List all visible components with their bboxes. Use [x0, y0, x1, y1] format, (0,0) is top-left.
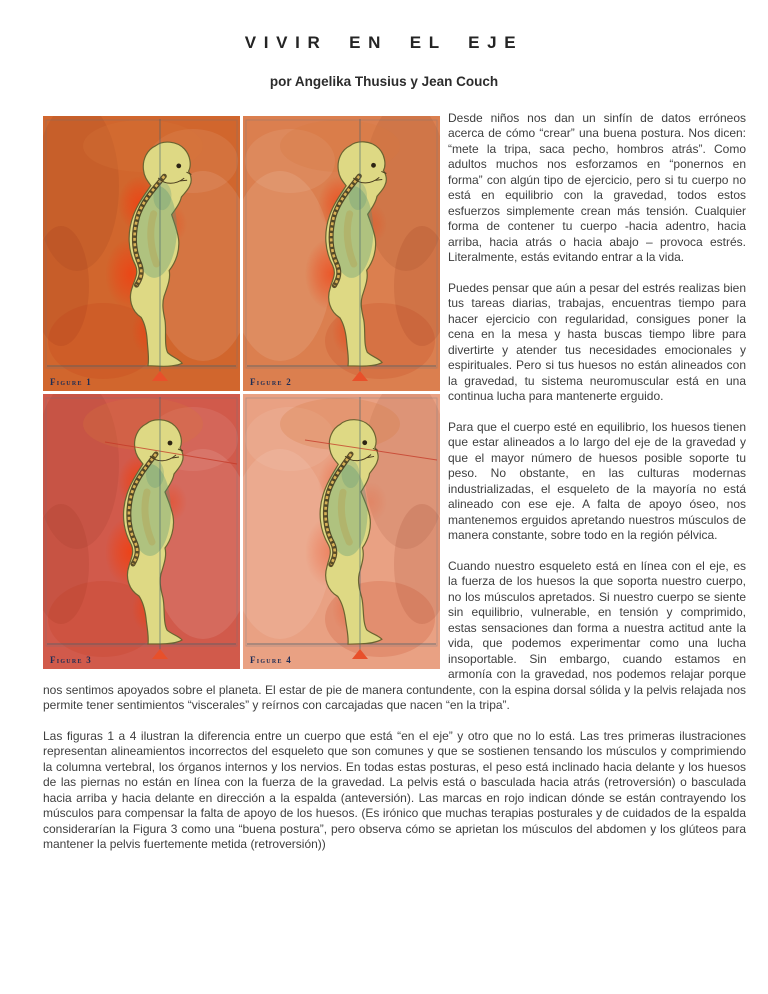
figure-panel-3 [43, 394, 240, 669]
figure-panel-1 [43, 116, 240, 391]
figure-label: Figure 3 [50, 654, 92, 665]
paragraph-5: Las figuras 1 a 4 ilustran la diferencia entre un cuerpo que está “en el eje” y otro que no lo está. Las tres primeras ilustraciones representan alineamientos incorrectos del esqueleto que son comunes y que se sostienen tensando los músculos y comprimiendo la columna vertebral, los órganos internos y los nervios. En todas estas posturas, el peso está inclinado hacia delante y los huesos de las piernas no están en línea con la fuerza de la gravedad. La pelvis está o basculada hacia atrás (retroversión) o basculada hacia arriba y hacia delante en dirección a la espalda (anteversión). Las marcas en rojo indican dónde se están contrayendo los músculos para compensar la falta de apoyo de los huesos. (Es irónico que muchas terapias posturales y de cuidados de la espalda considerarían la Figura 3 como una “buena postura”, pero observa cómo se aprietan los músculos del abdomen y los glúteos para mantener la pelvis fuertemente metida (retroversión)) [43, 728, 746, 851]
figure-grid [43, 116, 440, 669]
article-body [0, 111, 768, 853]
paragraph-3: Para que el cuerpo esté en equilibrio, los huesos tienen que estar alineados a lo largo del eje de la gravedad y que el mayor número de huesos posible soporte tu peso. No obstante, en las culturas modernas industrializadas, el esqueleto de la mayoría no está alineado con ese eje. A falta de apoyo óseo, nos mantenemos erguidos apretando nuestros músculos de manera constante, sobre todo en la región pélvica. [448, 419, 746, 542]
figure-3-illustration [43, 394, 240, 669]
byline: por Angelika Thusius y Jean Couch [269, 74, 499, 89]
figure-panel-2 [243, 116, 440, 391]
paragraph-2: Puedes pensar que aún a pesar del estrés realizas bien tus tareas diarias, trabajas, encuentras tiempo para hacer ejercicio con regularidad, consigues poner la cena en la mesa y hasta buscas tiempo libre para divertirte y atender tus necesidades emocionales y espirituales. Pero si tus huesos no están alineados con la gravedad, tu sistema neuromuscular está en una continua lucha para mantenerte erguido. [448, 280, 746, 403]
figure-label: Figure 2 [250, 376, 292, 387]
figure-4-illustration [243, 394, 440, 669]
paragraph-1: Desde niños nos dan un sinfín de datos erróneos acerca de cómo “crear” una buena postura. Nos dicen: “mete la tripa, saca pecho, hombros atrás”. Como adultos muchos nos esforzamos en “ponernos en forma” con algún tipo de ejercicio, pero si tu cuerpo no está en equilibrio con la gravedad, todos estos esfuerzos simplemente crean más tensión. Cualquier forma de contener tu cuerpo -hacia adentro, hacia arriba, hacia atrás o hacia abajo – provoca estrés. Literalmente, estás evitando entrar a la vida. [448, 110, 746, 264]
figure-2-illustration [243, 116, 440, 391]
paragraph-4: Cuando nuestro esqueleto está en línea con el eje, es la fuerza de los huesos la que soporta nuestro cuerpo, no los músculos apretados. Si nuestro cuerpo se siente sin equilibrio, vulnerable, en tensión y comprimido, estas sensaciones dan forma a nuestra actitud ante la vida, que podemos experimentar como una lucha insoportable. Sin embargo, cuando estamos en armonía con la gravedad, nos podemos relajar porque nos sentimos apoyados sobre el planeta. El estar de pie de manera contundente, con la espina dorsal sólida y la pelvis relajada nos permite tener sentimientos “viscerales” y reírnos con carcajadas que nacen “en la tripa”. [43, 558, 746, 712]
figure-panel-4 [243, 394, 440, 669]
figure-label: Figure 1 [50, 376, 92, 387]
figure-1-illustration [43, 116, 240, 391]
figure-label: Figure 4 [250, 654, 292, 665]
page-title: VIVIR EN EL EJE [244, 33, 524, 52]
